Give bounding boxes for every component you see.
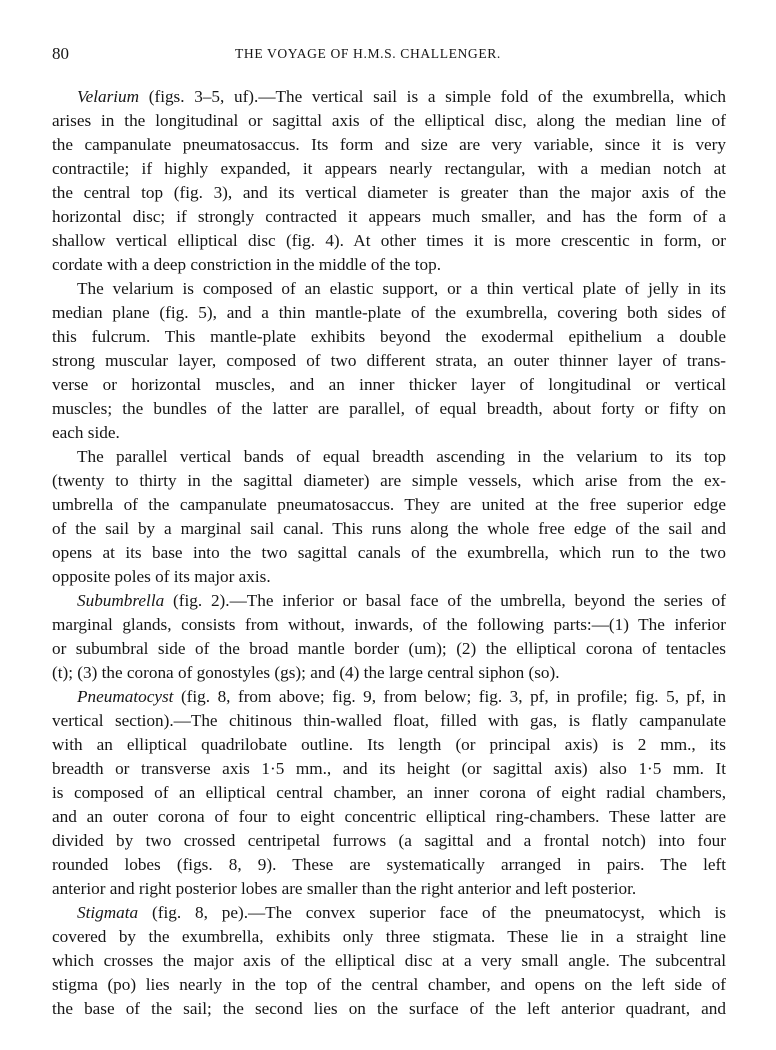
text-line: with an elliptical quadrilobate outline. Its length (or principal axis) is 2 mm., its	[52, 735, 726, 754]
page-number: 80	[52, 44, 69, 63]
text-line: marginal glands, consists from without, inwards, of the following parts:—(1) The inferior	[52, 615, 726, 634]
text-line: The velarium is composed of an elastic support, or a thin vertical plate of jelly in its	[77, 279, 726, 298]
text-line: Subumbrella (fig. 2).—The inferior or basal face of the umbrella, beyond the series of	[77, 591, 726, 610]
text-line: vertical section).—The chitinous thin-walled float, filled with gas, is flatly campanulate	[52, 711, 726, 730]
section-heading: Velarium	[77, 87, 140, 106]
text-line: Pneumatocyst (fig. 8, from above; fig. 9, from below; fig. 3, pf, in profile; fig. 5, pf, in	[77, 687, 726, 706]
text-line: contractile; if highly expanded, it appears nearly rectangular, with a median notch at	[52, 159, 726, 178]
text-line: umbrella of the campanulate pneumatosaccus. They are united at the free superior edge	[52, 495, 726, 514]
text-line: anterior and right posterior lobes are smaller than the right anterior and left posterior.	[52, 879, 637, 898]
text-line: rounded lobes (figs. 8, 9). These are systematically arranged in pairs. The left	[52, 855, 726, 874]
text-line: shallow vertical elliptical disc (fig. 4). At other times it is more crescentic in form, or	[52, 231, 726, 250]
section-heading: Stigmata	[77, 903, 139, 922]
text-line: which crosses the major axis of the elliptical disc at a very small angle. The subcentral	[52, 951, 726, 970]
text-line: cordate with a deep constriction in the middle of the top.	[52, 255, 441, 274]
text-line: The parallel vertical bands of equal breadth ascending in the velarium to its top	[77, 447, 726, 466]
text-line: Velarium (figs. 3–5, uf).—The vertical sail is a simple fold of the exumbrella, which	[77, 87, 726, 106]
text-line: the central top (fig. 3), and its vertical diameter is greater than the major axis of the	[52, 183, 726, 202]
text-line: is composed of an elliptical central chamber, an inner corona of eight radial chambers,	[52, 783, 726, 802]
running-title: THE VOYAGE OF H.M.S. CHALLENGER.	[235, 46, 501, 61]
text-line: muscles; the bundles of the latter are parallel, of equal breadth, about forty or fifty on	[52, 399, 726, 418]
text-line: or subumbral side of the broad mantle border (um); (2) the elliptical corona of tentacles	[52, 639, 726, 658]
text-line: arises in the longitudinal or sagittal axis of the elliptical disc, along the median line of	[52, 111, 726, 130]
text-line: of the sail by a marginal sail canal. This runs along the whole free edge of the sail and	[52, 519, 726, 538]
text-line: covered by the exumbrella, exhibits only three stigmata. These lie in a straight line	[52, 927, 726, 946]
text-line: and an outer corona of four to eight concentric elliptical ring-chambers. These latter are	[52, 807, 726, 826]
text-line: horizontal disc; if strongly contracted it appears much smaller, and has the form of a	[52, 207, 726, 226]
text-line: (twenty to thirty in the sagittal diameter) are simple vessels, which arise from the ex-	[52, 471, 726, 490]
text-line: median plane (fig. 5), and a thin mantle-plate of the exumbrella, covering both sides of	[52, 303, 726, 322]
section-heading: Pneumatocyst	[77, 687, 174, 706]
text-line: the base of the sail; the second lies on the surface of the left anterior quadrant, and	[52, 999, 726, 1018]
text-line: strong muscular layer, composed of two different strata, an outer thinner layer of trans-	[52, 351, 726, 370]
text-line: (t); (3) the corona of gonostyles (gs); and (4) the large central siphon (so).	[52, 663, 560, 682]
text-line: this fulcrum. This mantle-plate exhibits beyond the exodermal epithelium a double	[52, 327, 726, 346]
text-line: divided by two crossed centripetal furrows (a sagittal and a frontal notch) into four	[52, 831, 726, 850]
text-line: breadth or transverse axis 1·5 mm., and its height (or sagittal axis) also 1·5 mm. It	[52, 759, 726, 778]
text-line: opens at its base into the two sagittal canals of the exumbrella, which run to the two	[52, 543, 726, 562]
text-line: verse or horizontal muscles, and an inner thicker layer of longitudinal or vertical	[52, 375, 726, 394]
text-line: the campanulate pneumatosaccus. Its form and size are very variable, since it is very	[52, 135, 726, 154]
text-line: each side.	[52, 423, 120, 442]
text-line: stigma (po) lies nearly in the top of the central chamber, and opens on the left side of	[52, 975, 726, 994]
section-heading: Subumbrella	[77, 591, 165, 610]
text-line: opposite poles of its major axis.	[52, 567, 271, 586]
page-header	[52, 44, 732, 68]
text-line: Stigmata (fig. 8, pe).—The convex superior face of the pneumatocyst, which is	[77, 903, 726, 922]
